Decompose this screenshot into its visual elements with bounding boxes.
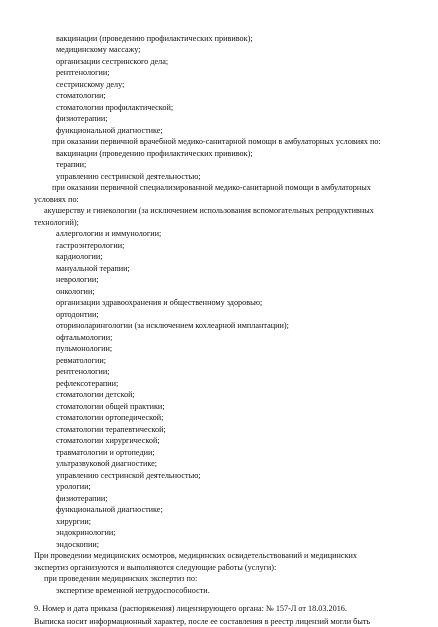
text-line: травматологии и ортопедии; bbox=[56, 448, 155, 457]
text-line: экспертизе временной нетрудоспособности. bbox=[56, 586, 210, 595]
text-line: организации сестринского дела; bbox=[56, 57, 169, 66]
text-line: оториноларингологии (за исключением кохлеарной имплантации); bbox=[56, 321, 289, 330]
text-line: гастроэнтерологии; bbox=[56, 241, 125, 250]
paragraph-line: При проведении медицинских осмотров, медицинских освидетельствований и медицинских bbox=[34, 551, 357, 560]
text-line: аллергологии и иммунологии; bbox=[56, 229, 162, 238]
text-line: стоматологии детской; bbox=[56, 390, 135, 399]
text-line: стоматологии; bbox=[56, 91, 106, 100]
text-line: сестринскому делу; bbox=[56, 80, 125, 89]
paragraph-line: экспертиз организуются и выполняются следующие работы (услуги): bbox=[34, 563, 277, 572]
section-heading: при оказании первичной врачебной медико-санитарной помощи в амбулаторных условиях по: bbox=[52, 137, 381, 146]
text-line: при проведении медицинских экспертиз по: bbox=[44, 574, 198, 583]
text-line: управлению сестринской деятельностью; bbox=[56, 172, 201, 181]
order-number-line: 9. Номер и дата приказа (распоряжения) лицензирующего органа: № 157-Л от 18.03.2016. bbox=[34, 604, 347, 613]
text-line: стоматологии профилактической; bbox=[56, 103, 174, 112]
text-line: физиотерапии; bbox=[56, 494, 108, 503]
text-line: управлению сестринской деятельностью; bbox=[56, 471, 201, 480]
text-line: стоматологии хирургической; bbox=[56, 436, 160, 445]
disclaimer-line: Выписка носит информационный характер, после ее составления в реестр лицензий могли быть bbox=[34, 617, 371, 626]
text-line: физиотерапии; bbox=[56, 114, 108, 123]
text-line: мануальной терапии; bbox=[56, 264, 130, 273]
text-line: стоматологии ортопедической; bbox=[56, 413, 164, 422]
text-line: функциональной диагностике; bbox=[56, 505, 163, 514]
text-line: пульмонологии; bbox=[56, 344, 113, 353]
text-line: организации здравоохранения и общественному здоровью; bbox=[56, 298, 263, 307]
text-line: рентгенологии; bbox=[56, 367, 110, 376]
text-line: условиях по: bbox=[34, 195, 79, 204]
text-line: рефлексотерапии; bbox=[56, 379, 119, 388]
text-line: хирургии; bbox=[56, 517, 92, 526]
text-line: медицинскому массажу; bbox=[56, 45, 141, 54]
text-line: офтальмологии; bbox=[56, 333, 113, 342]
text-line: неврологии; bbox=[56, 275, 99, 284]
text-line: кардиологии; bbox=[56, 252, 103, 261]
text-line: ультразвуковой диагностике; bbox=[56, 459, 158, 468]
text-line: онкологии; bbox=[56, 287, 95, 296]
text-line: терапии; bbox=[56, 160, 87, 169]
text-line: акушерству и гинекологии (за исключением использования вспомогательных репродуктивных bbox=[44, 206, 374, 215]
text-line: вакцинации (проведению профилактических прививок); bbox=[56, 149, 253, 158]
text-line: функциональной диагностике; bbox=[56, 126, 163, 135]
text-line: урологии; bbox=[56, 482, 91, 491]
text-line: ортодонтии; bbox=[56, 310, 99, 319]
text-line: стоматологии терапевтической; bbox=[56, 425, 166, 434]
text-line: стоматологии общей практики; bbox=[56, 402, 165, 411]
text-line: технологий); bbox=[34, 218, 79, 227]
section-heading: при оказании первичной специализированной медико-санитарной помощи в амбулаторных bbox=[52, 183, 371, 192]
text-line: эндоскопии; bbox=[56, 540, 100, 549]
text-line: рентгенологии; bbox=[56, 68, 110, 77]
text-line: эндокринологии; bbox=[56, 528, 116, 537]
text-line: ревматологии; bbox=[56, 356, 107, 365]
text-line: вакцинации (проведению профилактических прививок); bbox=[56, 34, 253, 43]
